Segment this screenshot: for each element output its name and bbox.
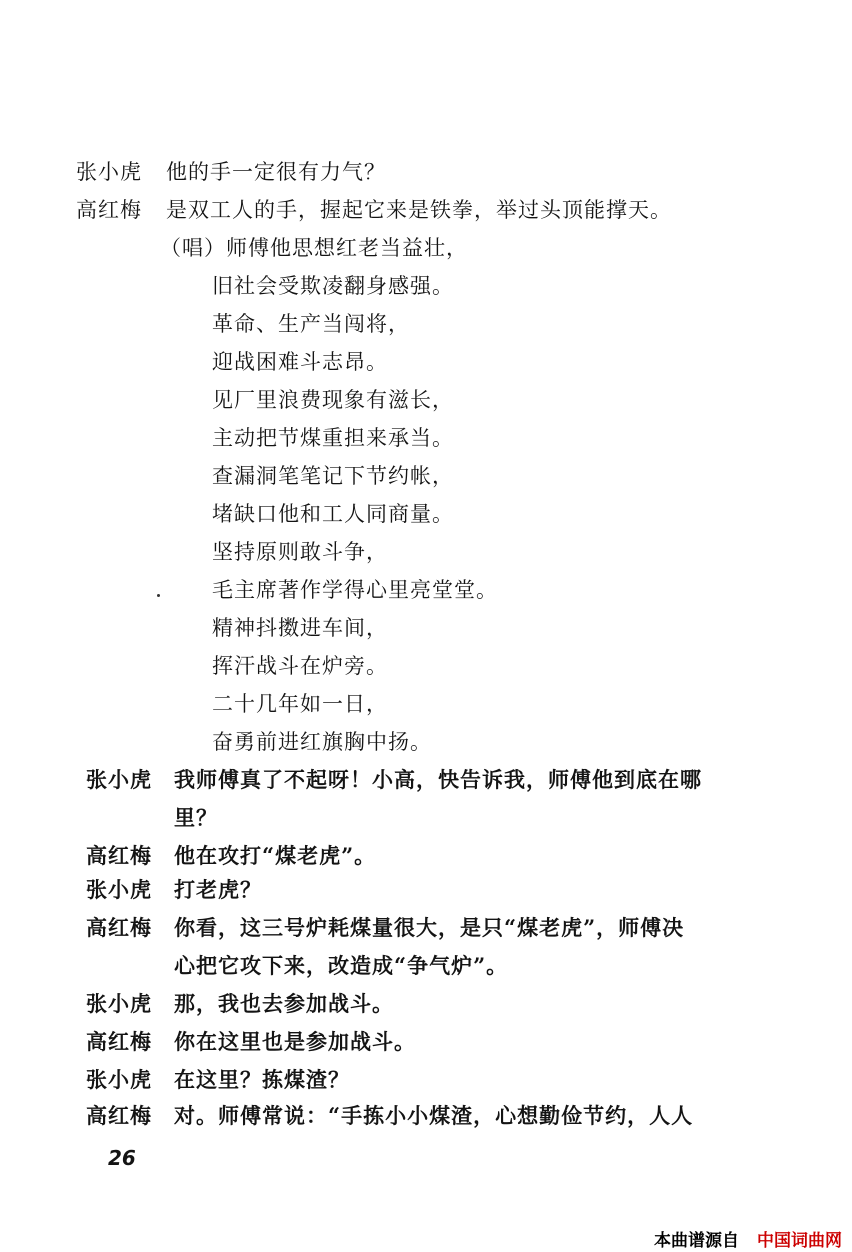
speaker-label: 张小虎 [86,991,152,1016]
dialogue-line: 对。师傅常说：“手拣小小煤渣，心想勤俭节约，人人 [174,1103,694,1128]
dialogue-line: 是双工人的手，握起它来是铁拳，举过头顶能撑天。 [166,198,672,222]
sung-line: 毛主席著作学得心里亮堂堂。 [212,578,498,602]
dialogue-line: 打老虎？ [174,877,262,902]
sung-line: 查漏洞笔笔记下节约帐， [212,464,454,488]
dialogue-line: 他在攻打“煤老虎”。 [174,843,377,868]
sung-line: 二十几年如一日， [212,692,388,716]
speaker-label: 高红梅 [86,1103,152,1128]
footer-site-name: 中国词曲网 [757,1231,842,1251]
sung-line: 堵缺口他和工人同商量。 [212,502,454,526]
dialogue-line: 你在这里也是参加战斗。 [174,1029,416,1054]
speaker-label: 张小虎 [86,1067,152,1092]
sung-line: 奋勇前进红旗胸中扬。 [212,730,432,754]
dialogue-line: 你看，这三号炉耗煤量很大，是只“煤老虎”，师傅决 [174,915,685,940]
footer-source-text: 本曲谱源自 [654,1231,739,1251]
page-number: 26 [108,1146,136,1170]
dialogue-line: 他的手一定很有力气？ [166,160,386,184]
sung-line: 坚持原则敢斗争， [212,540,388,564]
sung-line: 挥汗战斗在炉旁。 [212,654,388,678]
sung-line: 迎战困难斗志昂。 [212,350,388,374]
dialogue-line: 在这里？拣煤渣？ [174,1067,350,1092]
sung-line: 精神抖擞进车间， [212,616,388,640]
sung-line: 见厂里浪费现象有滋长， [212,388,454,412]
speaker-label: 高红梅 [86,843,152,868]
source-footer [654,1226,842,1251]
dialogue-line: 心把它攻下来，改造成“争气炉”。 [174,953,509,978]
scan-speck [157,594,160,597]
speaker-label: 高红梅 [86,915,152,940]
speaker-label: 张小虎 [86,767,152,792]
dialogue-line: 里？ [174,805,218,830]
sung-line: （唱）师傅他思想红老当益壮， [160,236,468,260]
dialogue-line: 我师傅真了不起呀！小高，快告诉我，师傅他到底在哪 [174,767,702,792]
speaker-label: 张小虎 [86,877,152,902]
speaker-label: 高红梅 [86,1029,152,1054]
speaker-label: 张小虎 [76,160,142,184]
sung-line: 主动把节煤重担来承当。 [212,426,454,450]
sung-line: 革命、生产当闯将， [212,312,410,336]
speaker-label: 高红梅 [76,198,142,222]
sung-line: 旧社会受欺凌翻身感强。 [212,274,454,298]
dialogue-line: 那，我也去参加战斗。 [174,991,394,1016]
